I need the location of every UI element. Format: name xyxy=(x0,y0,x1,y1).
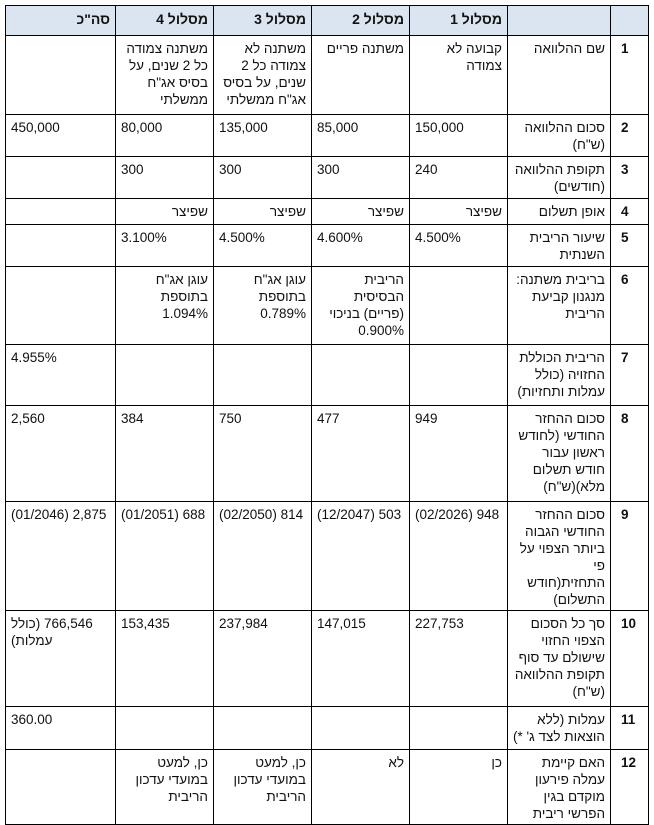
row-number: 8 xyxy=(611,406,649,502)
table-row xyxy=(6,157,649,199)
header-num xyxy=(611,6,649,36)
track-3-cell: שפיצר xyxy=(214,199,312,225)
row-number: 9 xyxy=(611,502,649,611)
track-2-cell: 85,000 xyxy=(312,115,410,157)
row-number: 2 xyxy=(611,115,649,157)
track-2-cell xyxy=(312,345,410,406)
track-1-cell: 240 xyxy=(410,157,508,199)
track-3-cell: 4.500% xyxy=(214,225,312,267)
track-4-cell: שפיצר xyxy=(116,199,214,225)
total-cell xyxy=(6,225,116,267)
track-2-cell: הריבית הבסיסית (פריים) בניכוי 0.900% xyxy=(312,267,410,345)
track-2-cell: שפיצר xyxy=(312,199,410,225)
total-cell: 4.955% xyxy=(6,345,116,406)
track-2-cell: לא xyxy=(312,750,410,825)
table-row xyxy=(6,502,649,611)
track-4-cell: כן, למעט במועדי עדכון הריבית xyxy=(116,750,214,825)
track-1-cell xyxy=(410,707,508,750)
track-4-cell: 300 xyxy=(116,157,214,199)
track-3-cell: משתנה לא צמודה כל 2 שנים, על בסיס אג"ח ממשלתי xyxy=(214,36,312,115)
track-4-cell xyxy=(116,707,214,750)
track-2-cell: 4.600% xyxy=(312,225,410,267)
track-4-cell: 688 (01/2051) xyxy=(116,502,214,611)
loan-comparison-table xyxy=(5,5,649,825)
track-3-cell: 814 (02/2050) xyxy=(214,502,312,611)
row-label: שיעור הריבית השנתית xyxy=(508,225,611,267)
track-4-cell: משתנה צמודה כל 2 שנים, על בסיס אג"ח ממשלתי xyxy=(116,36,214,115)
row-number: 10 xyxy=(611,611,649,707)
row-label: שם ההלוואה xyxy=(508,36,611,115)
track-1-cell: שפיצר xyxy=(410,199,508,225)
table-row xyxy=(6,406,649,502)
header-track-3: מסלול 3 xyxy=(214,6,312,36)
track-3-cell: 750 xyxy=(214,406,312,502)
table-row xyxy=(6,225,649,267)
total-cell: 2,875 (01/2046) xyxy=(6,502,116,611)
track-1-cell xyxy=(410,345,508,406)
track-2-cell: 503 (12/2047) xyxy=(312,502,410,611)
total-cell: 360.00 xyxy=(6,707,116,750)
header-total: סה"כ xyxy=(6,6,116,36)
track-1-cell: 949 xyxy=(410,406,508,502)
total-cell xyxy=(6,267,116,345)
track-1-cell: 227,753 xyxy=(410,611,508,707)
row-label: סכום ההלוואה (ש"ח) xyxy=(508,115,611,157)
row-label: אופן תשלום xyxy=(508,199,611,225)
row-label: תקופת ההלוואה (חודשים) xyxy=(508,157,611,199)
table-row xyxy=(6,36,649,115)
track-1-cell: 150,000 xyxy=(410,115,508,157)
track-4-cell: 3.100% xyxy=(116,225,214,267)
total-cell xyxy=(6,157,116,199)
track-2-cell xyxy=(312,707,410,750)
table-row xyxy=(6,345,649,406)
track-1-cell: 948 (02/2026) xyxy=(410,502,508,611)
total-cell xyxy=(6,36,116,115)
track-2-cell: משתנה פריים xyxy=(312,36,410,115)
header-label xyxy=(508,6,611,36)
header-track-1: מסלול 1 xyxy=(410,6,508,36)
track-4-cell xyxy=(116,345,214,406)
row-label: סך כל הסכום הצפוי החזוי שישולם עד סוף תקופת ההלוואה (ש"ח) xyxy=(508,611,611,707)
track-3-cell: 135,000 xyxy=(214,115,312,157)
table-row xyxy=(6,267,649,345)
row-number: 6 xyxy=(611,267,649,345)
track-1-cell xyxy=(410,267,508,345)
row-number: 12 xyxy=(611,750,649,825)
track-1-cell: כן xyxy=(410,750,508,825)
track-3-cell xyxy=(214,345,312,406)
header-track-4: מסלול 4 xyxy=(116,6,214,36)
row-label: עמלות (ללא הוצאות לצד ג' *) xyxy=(508,707,611,750)
table-row xyxy=(6,750,649,825)
total-cell xyxy=(6,199,116,225)
track-4-cell: 384 xyxy=(116,406,214,502)
row-number: 5 xyxy=(611,225,649,267)
row-number: 3 xyxy=(611,157,649,199)
table-row xyxy=(6,707,649,750)
track-3-cell: 237,984 xyxy=(214,611,312,707)
track-1-cell: 4.500% xyxy=(410,225,508,267)
total-cell xyxy=(6,750,116,825)
total-cell: 450,000 xyxy=(6,115,116,157)
row-label: הריבית הכוללת החזויה (כולל עמלות ותחזיות) xyxy=(508,345,611,406)
row-number: 1 xyxy=(611,36,649,115)
track-2-cell: 147,015 xyxy=(312,611,410,707)
track-3-cell: כן, למעט במועדי עדכון הריבית xyxy=(214,750,312,825)
row-label: בריבית משתנה: מנגנון קביעת הריבית xyxy=(508,267,611,345)
header-row xyxy=(6,6,649,36)
track-1-cell: קבועה לא צמודה xyxy=(410,36,508,115)
row-number: 7 xyxy=(611,345,649,406)
track-3-cell: 300 xyxy=(214,157,312,199)
row-label: האם קיימת עמלה פירעון מוקדם בגין הפרשי ריבית xyxy=(508,750,611,825)
track-2-cell: 477 xyxy=(312,406,410,502)
row-number: 4 xyxy=(611,199,649,225)
header-track-2: מסלול 2 xyxy=(312,6,410,36)
table-row xyxy=(6,115,649,157)
track-4-cell: עוגן אג"ח בתוספת 1.094% xyxy=(116,267,214,345)
total-cell: 2,560 xyxy=(6,406,116,502)
track-2-cell: 300 xyxy=(312,157,410,199)
row-label: סכום ההחזר החודשי הגבוה ביותר הצפוי על פי התחזית(חודש התשלום) xyxy=(508,502,611,611)
track-4-cell: 80,000 xyxy=(116,115,214,157)
total-cell: 766,546 (כולל עמלות) xyxy=(6,611,116,707)
track-3-cell xyxy=(214,707,312,750)
table-row xyxy=(6,611,649,707)
row-number: 11 xyxy=(611,707,649,750)
track-4-cell: 153,435 xyxy=(116,611,214,707)
row-label: סכום ההחזר החודשי (לחודש ראשון עבור חודש תשלום מלא)(ש"ח) xyxy=(508,406,611,502)
table-row xyxy=(6,199,649,225)
track-3-cell: עוגן אג"ח בתוספת 0.789% xyxy=(214,267,312,345)
